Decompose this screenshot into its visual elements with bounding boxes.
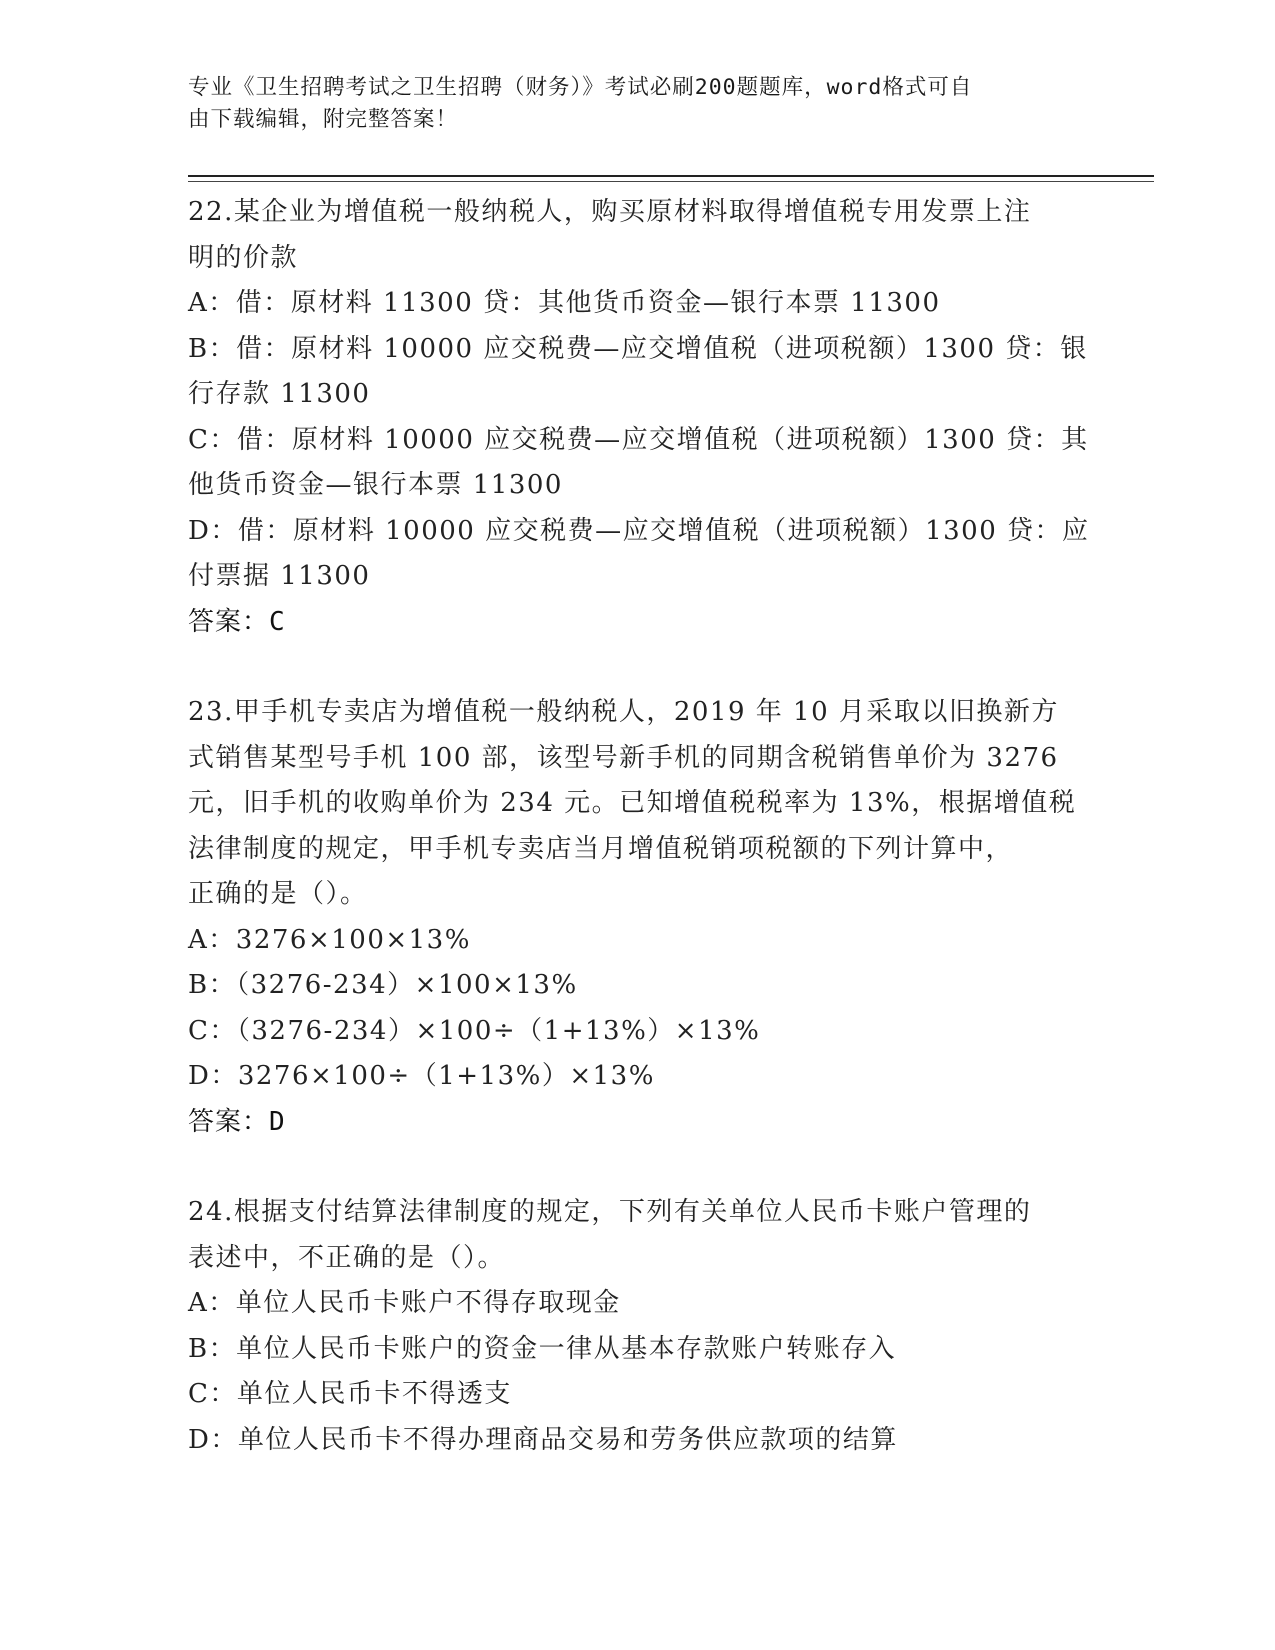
question-22 <box>188 190 1088 645</box>
header-line: 专业《卫生招聘考试之卫生招聘（财务）》考试必刷200题题库，word格式可自 <box>188 75 973 100</box>
answer: 答案：C <box>188 606 286 637</box>
option-c-cont: 他货币资金—银行本票 11300 <box>188 470 563 500</box>
option-d: D：借：原材料 10000 应交税费—应交增值税（进项税额）1300 贷：应 <box>188 515 1090 546</box>
header-divider-thin <box>188 181 1154 182</box>
question-stem: 24.根据支付结算法律制度的规定，下列有关单位人民币卡账户管理的 <box>188 1197 1032 1227</box>
option-b: B：（3276-234）×100×13% <box>188 970 578 1000</box>
question-stem: 元，旧手机的收购单价为 234 元。已知增值税税率为 13%，根据增值税 <box>188 788 1077 818</box>
question-list <box>188 190 1088 1463</box>
option-c: C：（3276-234）×100÷（1+13%）×13% <box>188 1015 761 1046</box>
question-stem: 明的价款 <box>188 242 299 273</box>
question-stem: 法律制度的规定，甲手机专卖店当月增值税销项税额的下列计算中， <box>188 833 1014 864</box>
option-b: B：单位人民币卡账户的资金一律从基本存款账户转账存入 <box>188 1333 897 1364</box>
option-c: C：单位人民币卡不得透支 <box>188 1379 512 1409</box>
question-stem: 正确的是（）。 <box>188 879 368 909</box>
question-stem: 23.甲手机专卖店为增值税一般纳税人，2019 年 10 月采取以旧换新方 <box>188 697 1059 727</box>
option-a: A：单位人民币卡账户不得存取现金 <box>188 1288 621 1318</box>
question-23 <box>188 690 1088 1145</box>
option-d: D：单位人民币卡不得办理商品交易和劳务供应款项的结算 <box>188 1424 898 1455</box>
question-stem: 表述中，不正确的是（）。 <box>188 1242 506 1273</box>
header-line: 由下载编辑，附完整答案！ <box>188 107 459 132</box>
question-stem: 式销售某型号手机 100 部，该型号新手机的同期含税销售单价为 3276 <box>188 742 1059 773</box>
document-header <box>188 72 1068 136</box>
option-b: B：借：原材料 10000 应交税费—应交增值税（进项税额）1300 贷：银 <box>188 333 1088 364</box>
spacer <box>188 1145 1088 1190</box>
option-a: A：借：原材料 11300 贷：其他货币资金—银行本票 11300 <box>188 288 941 318</box>
header-divider <box>188 175 1154 177</box>
question-stem: 22.某企业为增值税一般纳税人，购买原材料取得增值税专用发票上注 <box>188 197 1032 227</box>
answer: 答案：D <box>188 1106 286 1137</box>
question-24 <box>188 1190 1088 1463</box>
option-c: C：借：原材料 10000 应交税费—应交增值税（进项税额）1300 贷：其 <box>188 424 1089 455</box>
option-d-cont: 付票据 11300 <box>188 561 371 591</box>
spacer <box>188 645 1088 690</box>
option-a: A：3276×100×13% <box>188 924 471 955</box>
option-b-cont: 行存款 11300 <box>188 379 371 409</box>
option-d: D：3276×100÷（1+13%）×13% <box>188 1061 655 1091</box>
